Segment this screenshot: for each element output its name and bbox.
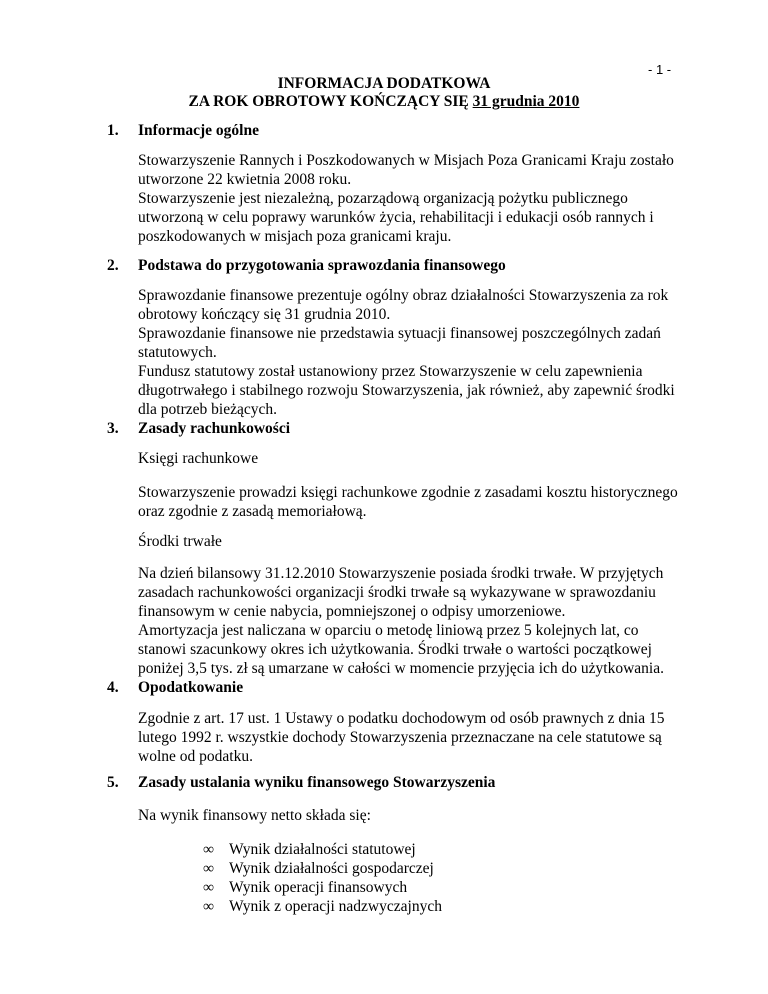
infinity-bullet-icon: ∞ <box>203 841 215 858</box>
section-1-heading <box>107 121 707 140</box>
text-line: lutego 1992 r. wszystkie dochody Stowarzyszenia przeznaczane na cele statutowe są <box>138 729 662 746</box>
section-3-paragraph-1 <box>138 483 698 521</box>
text-line: utworzoną w celu poprawy warunków życia, rehabilitacji i edukacji osób rannych i <box>138 209 654 226</box>
section-title: Zasady rachunkowości <box>138 420 291 437</box>
section-1-paragraph <box>138 151 698 246</box>
section-3-subheading-books: Księgi rachunkowe <box>138 450 259 467</box>
page-number: - 1 - <box>648 62 672 77</box>
text-line: Stowarzyszenie jest niezależną, pozarządową organizacją pożytku publicznego <box>138 190 628 207</box>
section-2-heading <box>107 256 707 275</box>
section-title: Informacje ogólne <box>138 122 259 139</box>
list-item-text: Wynik operacji finansowych <box>229 879 408 896</box>
text-line: długotrwałego i stabilnego rozwoju Stowarzyszenia, jak również, aby zapewnić środki <box>138 382 675 399</box>
list-item-text: Wynik działalności gospodarczej <box>229 860 434 877</box>
section-4-paragraph <box>138 709 698 766</box>
section-number: 3. <box>107 420 119 437</box>
infinity-bullet-icon: ∞ <box>203 879 215 896</box>
text-line: Amortyzacja jest naliczana w oparciu o metodę liniową przez 5 kolejnych lat, co <box>138 622 639 639</box>
list-item <box>203 878 442 897</box>
section-4-heading <box>107 678 707 697</box>
text-line: Na dzień bilansowy 31.12.2010 Stowarzyszenie posiada środki trwałe. W przyjętych <box>138 565 664 582</box>
text-line: statutowych. <box>138 344 217 361</box>
section-number: 4. <box>107 679 119 696</box>
section-title: Podstawa do przygotowania sprawozdania finansowego <box>138 257 506 274</box>
section-title: Opodatkowanie <box>138 679 244 696</box>
list-item-text: Wynik z operacji nadzwyczajnych <box>229 898 442 915</box>
section-5-heading <box>107 773 707 792</box>
section-number: 2. <box>107 257 119 274</box>
text-line: Fundusz statutowy został ustanowiony przez Stowarzyszenie w celu zapewnienia <box>138 363 643 380</box>
section-3-heading <box>107 419 707 438</box>
title-date: 31 grudnia 2010 <box>472 93 580 110</box>
title-line-1: INFORMACJA DODATKOWA <box>277 75 491 92</box>
text-line: Sprawozdanie finansowe prezentuje ogólny obraz działalności Stowarzyszenia za rok <box>138 287 669 304</box>
text-line: utworzone 22 kwietnia 2008 roku. <box>138 171 352 188</box>
section-5-paragraph <box>138 806 698 825</box>
text-line: poszkodowanych w misjach poza granicami kraju. <box>138 228 452 245</box>
title-line-2 <box>0 93 768 111</box>
text-line: obrotowy kończący się 31 grudnia 2010. <box>138 306 391 323</box>
text-line: Na wynik finansowy netto składa się: <box>138 807 371 824</box>
result-components-list <box>203 840 442 916</box>
text-line: Zgodnie z art. 17 ust. 1 Ustawy o podatku dochodowym od osób prawnych z dnia 15 <box>138 710 665 727</box>
text-line: oraz zgodnie z zasadą memoriałową. <box>138 503 367 520</box>
text-line: wolne od podatku. <box>138 748 253 765</box>
section-3-paragraph-2 <box>138 564 698 678</box>
text-line: stanowi szacunkowy okres ich użytkowania. Środki trwałe o wartości początkowej <box>138 641 652 658</box>
section-number: 1. <box>107 122 119 139</box>
list-item <box>203 859 442 878</box>
infinity-bullet-icon: ∞ <box>203 860 215 877</box>
list-item-text: Wynik działalności statutowej <box>229 841 416 858</box>
section-3-subheading-assets: Środki trwałe <box>138 533 222 550</box>
section-2-paragraph <box>138 286 698 419</box>
list-item <box>203 897 442 916</box>
text-line: poniżej 3,5 tys. zł są umarzane w całości w momencie przyjęcia ich do użytkowania. <box>138 660 664 677</box>
text-line: Stowarzyszenie prowadzi księgi rachunkowe zgodnie z zasadami kosztu historycznego <box>138 484 678 501</box>
text-line: finansowym w cenie nabycia, pomniejszonej o odpisy umorzeniowe. <box>138 603 566 620</box>
text-line: Stowarzyszenie Rannych i Poszkodowanych w Misjach Poza Granicami Kraju zostało <box>138 152 674 169</box>
list-item <box>203 840 442 859</box>
section-number: 5. <box>107 774 119 791</box>
text-line: dla potrzeb bieżących. <box>138 401 277 418</box>
text-line: zasadach rachunkowości organizacji środki trwałe są wykazywane w sprawozdaniu <box>138 584 656 601</box>
title-line-2-prefix: ZA ROK OBROTOWY KOŃCZĄCY SIĘ <box>188 93 473 110</box>
text-line: Sprawozdanie finansowe nie przedstawia sytuacji finansowej poszczególnych zadań <box>138 325 661 342</box>
document-title <box>0 75 768 111</box>
infinity-bullet-icon: ∞ <box>203 898 215 915</box>
section-title: Zasady ustalania wyniku finansowego Stowarzyszenia <box>138 774 496 791</box>
